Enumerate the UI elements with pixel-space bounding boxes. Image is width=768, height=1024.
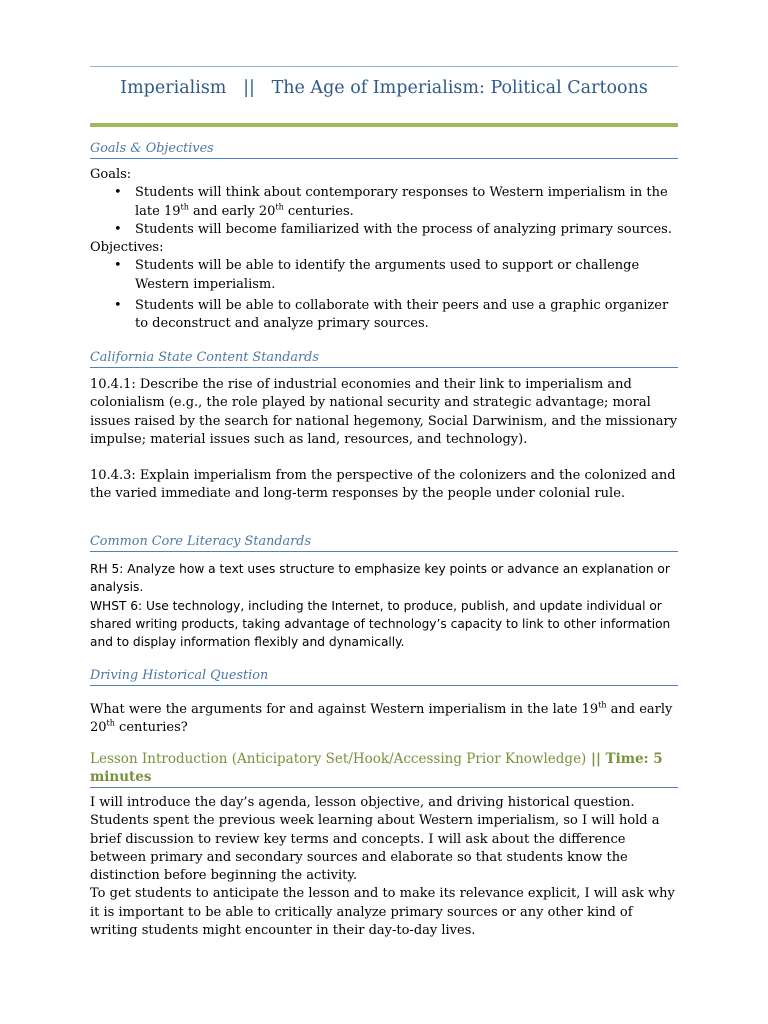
list-item: • Students will be able to collaborate with their peers and use a graphic organizer to deconstruct and analyze primary sources.: [90, 297, 680, 334]
standard-item: 10.4.3: Explain imperialism from the perspective of the colonizers and the colonized and the varied immediate and long-term responses by the people under colonial rule.: [90, 468, 676, 502]
list-item: • Students will become familiarized with the process of analyzing primary sources.: [90, 221, 680, 239]
top-rule: [90, 66, 678, 67]
lesson-intro-time: || Time: 5 minutes: [90, 751, 663, 785]
common-core-heading: Common Core Literacy Standards: [90, 534, 678, 552]
title-rule: [90, 123, 678, 127]
page-title: Imperialism || The Age of Imperialism: Political Cartoons: [120, 78, 648, 98]
paragraph: I will introduce the day’s agenda, lesson objective, and driving historical question. Students spent the previous week learning about Western imperialism, so I will hold a brief discussion to review key terms and concepts. I will ask about the difference between primary and secondary sources and elaborate so that students know the distinction before beginning the activity.: [90, 795, 660, 884]
objectives-label: Objectives:: [90, 240, 164, 256]
list-item: • Students will be able to identify the arguments used to support or challenge Western imperialism.: [90, 257, 680, 294]
goals-objectives-section: [90, 166, 680, 334]
common-core-section: [90, 560, 680, 651]
lesson-intro-body: [90, 794, 680, 940]
goals-objectives-heading: Goals & Objectives: [90, 141, 678, 159]
lesson-intro-heading: [90, 750, 678, 788]
ca-standards-heading: California State Content Standards: [90, 350, 678, 368]
paragraph: To get students to anticipate the lesson and to make its relevance explicit, I will ask why it is important to be able to critically analyze primary sources or any other kind of writing students might encounter in their day-to-day lives.: [90, 886, 675, 939]
driving-question-text: What were the arguments for and against Western imperialism in the late 19th and early 20th centuries?: [90, 700, 673, 736]
lesson-intro-title: Lesson Introduction (Anticipatory Set/Hook/Accessing Prior Knowledge): [90, 751, 587, 767]
standard-item: RH 5: Analyze how a text uses structure to emphasize key points or advance an explanation or analysis.: [90, 562, 670, 595]
standard-item: 10.4.1: Describe the rise of industrial economies and their link to imperialism and colonialism (e.g., the role played by national security and strategic advantage; moral issues raised by the search for national hegemony, Social Darwinism, and the missionary impulse; material issues such as land, resources, and technology).: [90, 377, 678, 447]
goals-list: [90, 184, 680, 239]
objectives-list: [90, 257, 680, 333]
ca-standards-section: [90, 376, 680, 504]
driving-question-heading: Driving Historical Question: [90, 668, 678, 686]
goals-label: Goals:: [90, 167, 132, 182]
standard-item: WHST 6: Use technology, including the Internet, to produce, publish, and update individual or shared writing products, taking advantage of technology’s capacity to link to other information and to display information flexibly and dynamically.: [90, 598, 671, 650]
list-item: • Students will think about contemporary responses to Western imperialism in the late 19th and early 20th centuries.: [90, 184, 680, 221]
